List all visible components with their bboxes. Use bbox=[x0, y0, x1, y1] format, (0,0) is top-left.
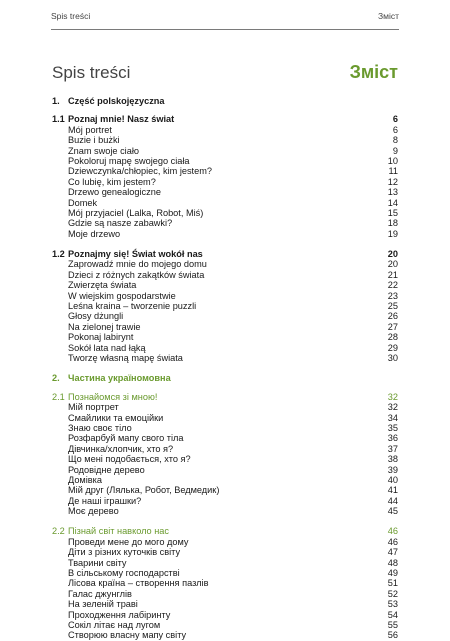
toc-section-heading[interactable] bbox=[52, 249, 398, 259]
toc-entry-title: Leśna kraina – tworzenie puzzli bbox=[68, 301, 197, 312]
toc-entry-page: 19 bbox=[387, 228, 398, 239]
toc-entry-page: 47 bbox=[387, 547, 398, 558]
toc-entry-page: 55 bbox=[387, 619, 398, 630]
toc-section-number: 1.2 bbox=[52, 249, 65, 260]
toc-entry[interactable] bbox=[52, 537, 398, 547]
toc-entry[interactable] bbox=[52, 291, 398, 301]
toc-entry[interactable] bbox=[52, 433, 398, 443]
toc-entry-page: 23 bbox=[387, 290, 398, 301]
toc-entry-page: 45 bbox=[387, 506, 398, 517]
toc-section-title: Познайомся зі мною! bbox=[68, 391, 158, 402]
toc-entry-title: На зеленій траві bbox=[68, 599, 138, 610]
toc-entry-page: 10 bbox=[387, 155, 398, 166]
toc-entry[interactable] bbox=[52, 568, 398, 578]
toc-entry-page: 18 bbox=[387, 218, 398, 229]
toc-entry-title: Sokół lata nad łąką bbox=[68, 342, 146, 353]
toc-entry[interactable] bbox=[52, 496, 398, 506]
toc-entry-page: 21 bbox=[387, 269, 398, 280]
toc-entry-page: 13 bbox=[387, 187, 398, 198]
toc-entry[interactable] bbox=[52, 547, 398, 557]
toc-entry-title: Zaprowadź mnie do mojego domu bbox=[68, 259, 207, 270]
toc-entry[interactable] bbox=[52, 475, 398, 485]
toc-entry-page: 44 bbox=[387, 495, 398, 506]
toc-section-page: 46 bbox=[387, 526, 398, 537]
toc-entry-title: Знаю своє тіло bbox=[68, 422, 132, 433]
toc-entry-page: 37 bbox=[387, 443, 398, 454]
toc-entry-page: 53 bbox=[387, 599, 398, 610]
toc-entry[interactable] bbox=[52, 589, 398, 599]
toc-entry-page: 20 bbox=[387, 259, 398, 270]
header-rule bbox=[51, 29, 399, 30]
toc-entry-page: 28 bbox=[387, 332, 398, 343]
toc-entry-title: Domek bbox=[68, 197, 98, 208]
toc-entry[interactable] bbox=[52, 125, 398, 135]
toc-entry-page: 54 bbox=[387, 609, 398, 620]
toc-entry-title: Zwierzęta świata bbox=[68, 280, 137, 291]
toc-entry[interactable] bbox=[52, 166, 398, 176]
toc-entry[interactable] bbox=[52, 558, 398, 568]
toc-entry-page: 15 bbox=[387, 207, 398, 218]
toc-entry-title: Dzieci z różnych zakątków świata bbox=[68, 269, 205, 280]
toc-entry-page: 48 bbox=[387, 557, 398, 568]
toc-entry[interactable] bbox=[52, 578, 398, 588]
toc-entry-title: Лісова країна – створення пазлів bbox=[68, 578, 209, 589]
toc-entry-page: 51 bbox=[387, 578, 398, 589]
toc-entry[interactable] bbox=[52, 402, 398, 412]
toc-entry[interactable] bbox=[52, 156, 398, 166]
toc-entry[interactable] bbox=[52, 332, 398, 342]
toc-entry-title: Gdzie są nasze zabawki? bbox=[68, 218, 173, 229]
toc-section-title: Poznajmy się! Świat wokół nas bbox=[68, 249, 203, 260]
toc-entry-title: Mój portret bbox=[68, 124, 112, 135]
toc-entry-page: 9 bbox=[392, 145, 398, 156]
toc-entry[interactable] bbox=[52, 208, 398, 218]
toc-entry[interactable] bbox=[52, 177, 398, 187]
toc-entry-page: 25 bbox=[387, 301, 398, 312]
toc-section-title: Пізнай світ навколо нас bbox=[68, 526, 169, 537]
spacer bbox=[52, 516, 398, 526]
toc-entry-page: 35 bbox=[387, 422, 398, 433]
toc-entry-page: 56 bbox=[387, 630, 398, 641]
toc-entry[interactable] bbox=[52, 599, 398, 609]
toc-entry-page: 26 bbox=[387, 311, 398, 322]
toc-section-number: 2.1 bbox=[52, 391, 65, 402]
running-head-right: Зміст bbox=[377, 11, 399, 21]
toc-entry[interactable] bbox=[52, 322, 398, 332]
toc-entry-title: Znam swoje ciało bbox=[68, 145, 139, 156]
toc-entry-title: Моє дерево bbox=[68, 506, 119, 517]
toc-entry-page: 52 bbox=[387, 588, 398, 599]
toc-section-number: 2.2 bbox=[52, 526, 65, 537]
toc-part-title: Частина україномовна bbox=[68, 373, 171, 384]
toc-entry[interactable] bbox=[52, 413, 398, 423]
page-title-ukrainian: Зміст bbox=[349, 62, 398, 82]
toc-entry-page: 8 bbox=[392, 135, 398, 146]
toc-entry-title: Домівка bbox=[68, 474, 103, 485]
toc-entry[interactable] bbox=[52, 259, 398, 269]
toc-entry[interactable] bbox=[52, 485, 398, 495]
toc-entry-title: Проходження лабіринту bbox=[68, 609, 171, 620]
toc-entry-title: Смайлики та емоційки bbox=[68, 412, 164, 423]
toc-section-page: 6 bbox=[392, 114, 398, 125]
toc-entry[interactable] bbox=[52, 146, 398, 156]
toc-entry-title: Mój przyjaciel (Lalka, Robot, Miś) bbox=[68, 207, 204, 218]
toc-part-heading bbox=[52, 373, 398, 383]
page-title-polish: Spis treści bbox=[52, 63, 131, 82]
toc-entry[interactable] bbox=[52, 218, 398, 228]
toc-entry-title: Na zielonej trawie bbox=[68, 321, 141, 332]
toc-entry-page: 11 bbox=[388, 166, 398, 177]
toc-entry-title: Дівчинка/хлопчик, хто я? bbox=[68, 443, 174, 454]
toc-entry-title: Głosy dżungli bbox=[68, 311, 124, 322]
toc-entry-title: Галас джунглів bbox=[68, 588, 132, 599]
toc-entry-title: Родовідне дерево bbox=[68, 464, 145, 475]
toc-entry-page: 34 bbox=[387, 412, 398, 423]
toc-entry-title: Buzie i bużki bbox=[68, 135, 120, 146]
toc-entry-page: 39 bbox=[387, 464, 398, 475]
toc-entry-page: 30 bbox=[387, 352, 398, 363]
toc-entry-title: В сільському господарстві bbox=[68, 568, 180, 579]
toc-entry[interactable] bbox=[52, 506, 398, 516]
toc-entry-title: Drzewo genealogiczne bbox=[68, 187, 161, 198]
toc-entry[interactable] bbox=[52, 465, 398, 475]
toc-entry-title: Розфарбуй мапу свого тіла bbox=[68, 433, 184, 444]
toc-entry-title: Діти з різних куточків світу bbox=[68, 547, 181, 558]
toc-part-number: 1. bbox=[52, 96, 60, 106]
toc-entry-page: 40 bbox=[387, 474, 398, 485]
toc-entry-title: Moje drzewo bbox=[68, 228, 121, 239]
toc-entry-title: Pokonaj labirynt bbox=[68, 332, 134, 343]
toc-entry-title: Pokoloruj mapę swojego ciała bbox=[68, 155, 190, 166]
toc-entry[interactable] bbox=[52, 454, 398, 464]
toc-section-heading[interactable] bbox=[52, 526, 398, 536]
toc-section-page: 32 bbox=[387, 391, 398, 402]
toc-section-page: 20 bbox=[387, 249, 398, 260]
toc-entry-title: Мій друг (Лялька, Робот, Ведмедик) bbox=[68, 485, 220, 496]
toc-entry[interactable] bbox=[52, 343, 398, 353]
toc-entry[interactable] bbox=[52, 311, 398, 321]
toc-entry[interactable] bbox=[52, 280, 398, 290]
toc-entry-title: W wiejskim gospodarstwie bbox=[68, 290, 176, 301]
toc-entry-page: 49 bbox=[387, 568, 398, 579]
toc-entry-page: 22 bbox=[387, 280, 398, 291]
spacer bbox=[52, 363, 398, 373]
toc-entry-title: Тварини світу bbox=[68, 557, 127, 568]
toc-entry[interactable] bbox=[52, 444, 398, 454]
toc-section-heading[interactable] bbox=[52, 114, 398, 124]
toc-entry-page: 32 bbox=[387, 402, 398, 413]
toc-entry-page: 41 bbox=[387, 485, 398, 496]
toc-entry[interactable] bbox=[52, 270, 398, 280]
spacer bbox=[52, 384, 398, 392]
toc-entry-page: 36 bbox=[387, 433, 398, 444]
toc-entry-page: 46 bbox=[387, 536, 398, 547]
toc-entry-title: Створюю власну мапу світу bbox=[68, 630, 187, 641]
toc-entry[interactable] bbox=[52, 135, 398, 145]
toc-section-title: Poznaj mnie! Nasz świat bbox=[68, 114, 175, 125]
toc-entry-page: 27 bbox=[387, 321, 398, 332]
toc-entry-title: Dziewczynka/chłopiec, kim jestem? bbox=[68, 166, 212, 177]
toc-entry[interactable] bbox=[52, 353, 398, 363]
toc-entry-title: Проведи мене до мого дому bbox=[68, 536, 189, 547]
toc-entry-page: 12 bbox=[387, 176, 398, 187]
toc-entry-title: Що мені подобається, хто я? bbox=[68, 454, 191, 465]
toc-entry-page: 38 bbox=[387, 454, 398, 465]
toc-entry[interactable] bbox=[52, 229, 398, 239]
toc-entry[interactable] bbox=[52, 301, 398, 311]
running-head-left: Spis treści bbox=[51, 11, 91, 21]
toc-entry[interactable] bbox=[52, 630, 398, 640]
toc-entry-title: Мій портрет bbox=[68, 402, 119, 413]
table-of-contents bbox=[52, 96, 398, 641]
toc-part-number: 2. bbox=[52, 373, 60, 384]
toc-entry-page: 29 bbox=[387, 342, 398, 353]
toc-part-title: Część polskojęzyczna bbox=[68, 96, 165, 106]
toc-entry-title: Co lubię, kim jestem? bbox=[68, 176, 156, 187]
spacer bbox=[52, 106, 398, 114]
toc-entry-title: Де наші іграшки? bbox=[68, 495, 142, 506]
toc-entry[interactable] bbox=[52, 610, 398, 620]
spacer bbox=[52, 239, 398, 249]
toc-entry[interactable] bbox=[52, 198, 398, 208]
toc-section-heading[interactable] bbox=[52, 392, 398, 402]
toc-entry[interactable] bbox=[52, 187, 398, 197]
toc-entry[interactable] bbox=[52, 423, 398, 433]
toc-entry-page: 6 bbox=[392, 124, 398, 135]
toc-part-heading bbox=[52, 96, 398, 106]
toc-entry-page: 14 bbox=[387, 197, 398, 208]
toc-entry-title: Сокіл літає над лугом bbox=[68, 619, 161, 630]
toc-entry[interactable] bbox=[52, 620, 398, 630]
toc-entry-title: Tworzę własną mapę świata bbox=[68, 352, 183, 363]
toc-section-number: 1.1 bbox=[52, 114, 65, 125]
